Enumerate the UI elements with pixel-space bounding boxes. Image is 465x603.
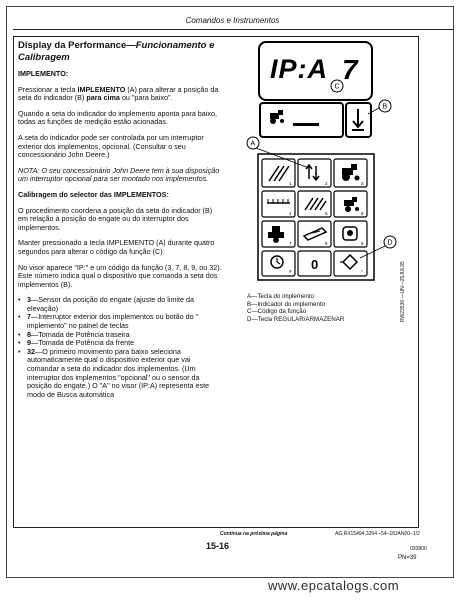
list-item: • 32—O primeiro movimento para baixo seleciona automaticamente qual o dispositivo exterior que vai comandar a seta do indicador dos implementos. (Um interruptor dos implementos "opcional" ou o sensor da posição do engate.) O "A" no visor (IP:A) representa este modo de Busca automática — [18, 348, 223, 400]
continued-note: Continua na próxima página — [220, 531, 288, 537]
svg-text:9: 9 — [361, 241, 364, 246]
svg-text:7: 7 — [289, 241, 292, 246]
display-bar — [293, 123, 319, 126]
display-readout: IP:A — [270, 54, 328, 84]
clock-icon — [271, 256, 283, 268]
svg-text:*: * — [361, 269, 363, 274]
list-item: • 7—Interruptor exterior dos implementos ou botão do " implemento" no painel de teclas — [18, 313, 223, 330]
footer-reference: AG,RX15494,3264 –54–18JAN00–1/2 — [335, 531, 420, 537]
paragraph-3: A seta do indicador pode ser controlada por um interruptor exterior dos implementos, opcional. (Consultar o seu concessionário John Deere.) — [18, 132, 204, 160]
svg-text:5: 5 — [325, 211, 328, 216]
callout-a: A — [250, 140, 256, 148]
paragraph-1: Pressionar a tecla IMPLEMENTO (A) para alterar a posição da seta do indicador (B) para cima ou "para baixo". — [18, 84, 219, 103]
footer-pn: PN=39 — [398, 555, 417, 561]
callout-b: B — [382, 103, 388, 111]
svg-text:2: 2 — [325, 181, 328, 186]
figure-code: RW23536 —UN—25JUL95 — [400, 261, 406, 322]
callout-d: D — [387, 239, 393, 247]
legend-item: D—Tecla REGULAR/ARMAZENAR — [247, 315, 345, 323]
svg-text:4: 4 — [289, 211, 292, 216]
page-number: 15-16 — [206, 541, 230, 551]
legend-item: C—Código da função — [247, 308, 307, 316]
figure-legend — [247, 293, 344, 323]
svg-text:1: 1 — [289, 181, 292, 186]
watermark: www.epcatalogs.com — [268, 578, 400, 593]
svg-text:6: 6 — [361, 211, 364, 216]
paragraph-2: Quando a seta do indicador do implemento aponta para baixo, todas as funções de medição estão acionadas. — [18, 108, 217, 127]
heading-implemento: IMPLEMENTO: — [18, 69, 69, 78]
list-item: • 9—Tomada de Potência da frente — [18, 339, 223, 348]
list-item: • 8—Tomada de Potência traseira — [18, 331, 223, 340]
callout-c: C — [334, 83, 340, 91]
legend-item: B—Indicador do implemento — [247, 300, 326, 308]
note: NOTA: O seu concessionário John Deere tem à sua disposição um interruptor opcional para ser montado nos implementos. — [18, 165, 220, 184]
display-digit: 7 — [342, 54, 358, 85]
svg-text:#: # — [289, 269, 292, 274]
svg-text:3: 3 — [361, 181, 364, 186]
paragraph-6: No visor aparece "IP:" e um código da função (3, 7, 8, 9, ou 32). Este número indica qual o dispositivo que comanda a seta dos implementos (B). — [18, 262, 222, 289]
footer-date: 020800 — [410, 546, 427, 552]
paragraph-5: Manter pressionado a tecla IMPLEMENTO (A) durante quatro segundos para alterar o código da função (C). — [18, 238, 215, 256]
key-0-label: 0 — [311, 257, 319, 272]
list-item: • 3—Sensor da posição do engate (ajuste do limite da elevação) — [18, 296, 223, 313]
heading-calibragem: Calibragem do selector das IMPLEMENTOS: — [18, 189, 169, 199]
gauge-icon — [343, 227, 357, 240]
svg-text:8: 8 — [325, 241, 328, 246]
title-italic: Funcionamento e Calibragem — [18, 40, 215, 63]
legend-item: A—Tecla do implemento — [247, 293, 315, 300]
paragraph-4: O procedimento coordena a posição da seta do indicador (B) em relação à posição do engate ou do interruptor dos implementos. — [18, 205, 213, 232]
section-header: Comandos e Instrumentos — [185, 16, 280, 25]
title-main: Display da Performance— — [18, 40, 136, 51]
